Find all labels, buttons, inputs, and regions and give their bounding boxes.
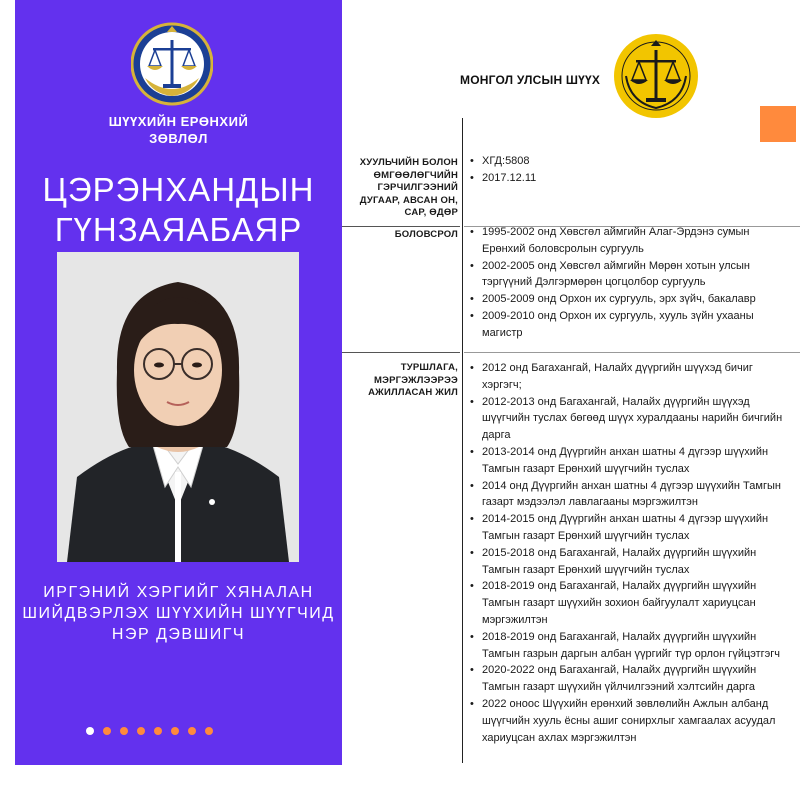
- candidacy-line1: ИРГЭНИЙ ХЭРГИЙГ ХЯНАЛАН: [43, 584, 314, 601]
- carousel-dot[interactable]: [171, 727, 179, 735]
- accent-square: [760, 106, 796, 142]
- table-divider: [342, 352, 460, 353]
- list-item: • 2018-2019 онд Багахангай, Налайх дүүргийн шүүхийн Тамгын газарт шүүхийн зохион байгуулалт хариуцсан мэргэжилтэн: [470, 578, 792, 628]
- table-divider: [342, 226, 460, 227]
- council-name: [15, 113, 342, 147]
- carousel-dot[interactable]: [120, 727, 128, 735]
- carousel-dot[interactable]: [137, 727, 145, 735]
- list-item: • 2017.12.11: [470, 170, 792, 187]
- list-item: • 2022 оноос Шүүхийн ерөнхий зөвлөлийн Ажлын албанд шүүгчийн хууль ёсны ашиг сонирхлыг хамгаалах асуудал хариуцсан ахлах мэргэжилтэн: [470, 696, 792, 746]
- carousel-dot[interactable]: [188, 727, 196, 735]
- list-item: • 2002-2005 онд Хөвсгөл аймгийн Мөрөн хотын улсын тэргүүний Дэлгэрмөрөн цогцолбор сургууль: [470, 258, 792, 292]
- row-label-education: БОЛОВСРОЛ: [394, 229, 458, 240]
- list-item: • 2012-2013 онд Багахангай, Налайх дүүргийн шүүхэд шүүгчийн туслах бөгөөд шүүх хуралдааны нарийн бичгийн дарга: [470, 394, 792, 444]
- court-emblem-icon: [612, 32, 700, 120]
- list-item: • 2013-2014 онд Дүүргийн анхан шатны 4 дүгээр шүүхийн Тамгын газарт Ерөнхий шүүгчийн туслах: [470, 444, 792, 478]
- list-item: • 2015-2018 онд Багахангай, Налайх дүүргийн шүүхийн Тамгын газарт Ерөнхий шүүгчийн туслах: [470, 545, 792, 579]
- list-item: • 2014 онд Дүүргийн анхан шатны 4 дүгээр шүүхийн Тамгын газарт мэдээлэл лавлагааны мэргэжилтэн: [470, 478, 792, 512]
- candidacy-position: [15, 582, 342, 645]
- council-name-line1: ШҮҮХИЙН ЕРӨНХИЙ: [108, 114, 249, 129]
- list-item: • ХГД:5808: [470, 153, 792, 170]
- candidacy-line2: ШИЙДВЭРЛЭХ ШҮҮХИЙН ШҮҮГЧИД: [22, 605, 335, 622]
- court-title: МОНГОЛ УЛСЫН ШҮҮХ: [460, 73, 601, 87]
- list-item: • 1995-2002 онд Хөвсгөл аймгийн Алаг-Эрдэнэ сумын Ерөнхий боловсролын сургууль: [470, 224, 792, 258]
- carousel-dot[interactable]: [154, 727, 162, 735]
- carousel-dot[interactable]: [205, 727, 213, 735]
- candidate-name: [15, 170, 342, 250]
- candidacy-line3: НЭР ДЭВШИГЧ: [111, 626, 246, 643]
- list-item: • 2014-2015 онд Дүүргийн анхан шатны 4 дүгээр шүүхийн Тамгын газарт Ерөнхий шүүгчийн туслах: [470, 511, 792, 545]
- list-item: • 2020-2022 онд Багахангай, Налайх дүүргийн шүүхийн Тамгын газарт шүүхийн үйлчилгээний хэлтсийн дарга: [470, 662, 792, 696]
- council-name-line2: ЗӨВЛӨЛ: [149, 131, 208, 146]
- portrait-illustration: [57, 252, 299, 562]
- list-item: • 2018-2019 онд Багахангай, Налайх дүүргийн шүүхийн Тамгын газрын даргын албан үүргийг түр орлон гүйцэтгэгч: [470, 629, 792, 663]
- row-label-certificate: ХУУЛЬЧИЙН БОЛОН ӨМГӨӨЛӨГЧИЙН ГЭРЧИЛГЭЭНИЙ ДУГААР, АВСАН ОН, САР, ӨДӨР: [359, 157, 458, 218]
- candidate-photo: [57, 252, 299, 562]
- carousel-dots: [86, 727, 213, 735]
- row-content-certificate: [470, 153, 792, 187]
- candidate-name-line2: ГҮНЗАЯАБАЯР: [54, 211, 303, 248]
- candidate-name-line1: ЦЭРЭНХАНДЫН: [42, 171, 315, 208]
- row-content-experience: [470, 360, 792, 746]
- list-item: • 2012 онд Багахангай, Налайх дүүргийн шүүхэд бичиг хэргэгч;: [470, 360, 792, 394]
- row-content-education: [470, 224, 792, 342]
- table-divider-vertical: [462, 118, 463, 763]
- carousel-dot[interactable]: [103, 727, 111, 735]
- table-divider: [464, 352, 800, 353]
- list-item: • 2005-2009 онд Орхон их сургууль, эрх зүйч, бакалавр: [470, 291, 792, 308]
- list-item: • 2009-2010 онд Орхон их сургууль, хууль зүйн ухааны магистр: [470, 308, 792, 342]
- row-label-experience: ТУРШЛАГА, МЭРГЭЖЛЭЭРЭЭ АЖИЛЛАСАН ЖИЛ: [368, 362, 458, 398]
- judicial-council-emblem-icon: [131, 20, 213, 108]
- carousel-dot[interactable]: [86, 727, 94, 735]
